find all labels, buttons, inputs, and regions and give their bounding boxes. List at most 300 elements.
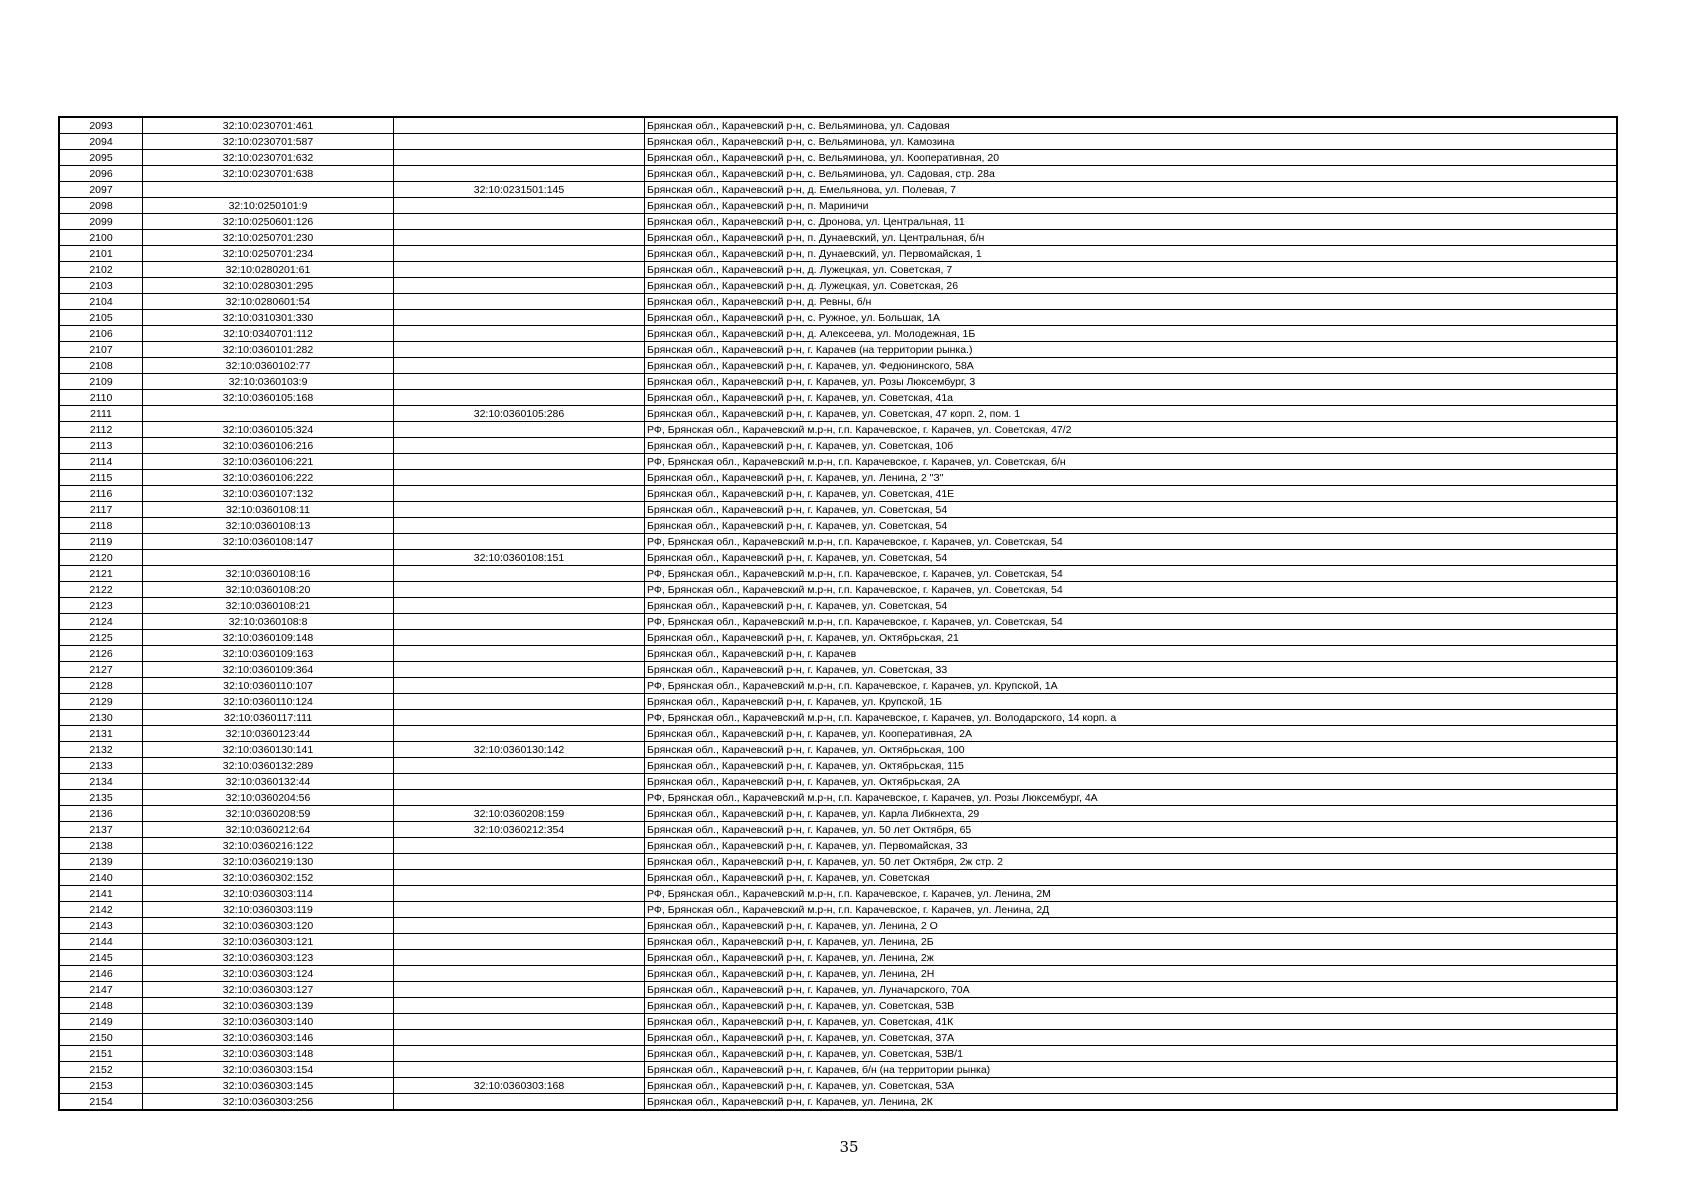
premises-cadastral-number-cell: [394, 117, 645, 134]
cadastral-number-cell: 32:10:0360107:132: [143, 486, 394, 502]
table-row: [59, 390, 1617, 406]
row-number-cell: 2142: [59, 902, 143, 918]
address-cell: Брянская обл., Карачевский р-н, г. Карачев, ул. Советская, 54: [645, 598, 1618, 614]
table-row: [59, 550, 1617, 566]
cadastral-number-cell: 32:10:0360130:141: [143, 742, 394, 758]
address-cell: Брянская обл., Карачевский р-н, п. Дунаевский, ул. Первомайская, 1: [645, 246, 1618, 262]
row-number-cell: 2146: [59, 966, 143, 982]
row-number-cell: 2140: [59, 870, 143, 886]
address-cell: Брянская обл., Карачевский р-н, г. Карачев, ул. Октябрьская, 115: [645, 758, 1618, 774]
premises-cadastral-number-cell: 32:10:0231501:145: [394, 182, 645, 198]
table-row: [59, 310, 1617, 326]
table-row: [59, 518, 1617, 534]
premises-cadastral-number-cell: [394, 214, 645, 230]
row-number-cell: 2127: [59, 662, 143, 678]
address-cell: Брянская обл., Карачевский р-н, п. Дунаевский, ул. Центральная, б/н: [645, 230, 1618, 246]
row-number-cell: 2094: [59, 134, 143, 150]
premises-cadastral-number-cell: [394, 390, 645, 406]
premises-cadastral-number-cell: [394, 502, 645, 518]
address-cell: Брянская обл., Карачевский р-н, г. Карачев, ул. Советская, 53В: [645, 998, 1618, 1014]
premises-cadastral-number-cell: [394, 230, 645, 246]
row-number-cell: 2149: [59, 1014, 143, 1030]
address-cell: Брянская обл., Карачевский р-н, г. Карачев, ул. Советская, 54: [645, 550, 1618, 566]
premises-cadastral-number-cell: [394, 598, 645, 614]
premises-cadastral-number-cell: 32:10:0360108:151: [394, 550, 645, 566]
table-row: [59, 534, 1617, 550]
address-cell: Брянская обл., Карачевский р-н, г. Карачев: [645, 646, 1618, 662]
address-cell: Брянская обл., Карачевский р-н, г. Карачев, ул. Советская, 41К: [645, 1014, 1618, 1030]
address-cell: Брянская обл., Карачевский р-н, г. Карачев, б/н (на территории рынка): [645, 1062, 1618, 1078]
address-cell: Брянская обл., Карачевский р-н, д. Лужецкая, ул. Советская, 26: [645, 278, 1618, 294]
cadastral-number-cell: 32:10:0250101:9: [143, 198, 394, 214]
row-number-cell: 2113: [59, 438, 143, 454]
premises-cadastral-number-cell: [394, 614, 645, 630]
cadastral-number-cell: 32:10:0280601:54: [143, 294, 394, 310]
premises-cadastral-number-cell: 32:10:0360303:168: [394, 1078, 645, 1094]
address-cell: Брянская обл., Карачевский р-н, г. Карачев, ул. Ленина, 2Н: [645, 966, 1618, 982]
table-row: [59, 806, 1617, 822]
cadastral-number-cell: 32:10:0250701:230: [143, 230, 394, 246]
cadastral-number-cell: 32:10:0360109:163: [143, 646, 394, 662]
premises-cadastral-number-cell: [394, 774, 645, 790]
cadastral-number-cell: 32:10:0360132:44: [143, 774, 394, 790]
table-row: [59, 982, 1617, 998]
cadastral-number-cell: 32:10:0360106:222: [143, 470, 394, 486]
cadastral-number-cell: 32:10:0280301:295: [143, 278, 394, 294]
row-number-cell: 2104: [59, 294, 143, 310]
table-row: [59, 422, 1617, 438]
address-cell: Брянская обл., Карачевский р-н, г. Карачев, ул. Советская, 10б: [645, 438, 1618, 454]
table-row: [59, 582, 1617, 598]
table-row: [59, 774, 1617, 790]
table-row: [59, 1094, 1617, 1111]
table-row: [59, 870, 1617, 886]
premises-cadastral-number-cell: [394, 1030, 645, 1046]
premises-cadastral-number-cell: [394, 566, 645, 582]
premises-cadastral-number-cell: [394, 838, 645, 854]
row-number-cell: 2144: [59, 934, 143, 950]
row-number-cell: 2123: [59, 598, 143, 614]
row-number-cell: 2105: [59, 310, 143, 326]
row-number-cell: 2117: [59, 502, 143, 518]
table-row: [59, 262, 1617, 278]
cadastral-number-cell: 32:10:0340701:112: [143, 326, 394, 342]
premises-cadastral-number-cell: [394, 262, 645, 278]
premises-cadastral-number-cell: [394, 918, 645, 934]
premises-cadastral-number-cell: [394, 902, 645, 918]
premises-cadastral-number-cell: [394, 646, 645, 662]
cadastral-number-cell: 32:10:0360303:146: [143, 1030, 394, 1046]
row-number-cell: 2150: [59, 1030, 143, 1046]
premises-cadastral-number-cell: [394, 454, 645, 470]
cadastral-number-cell: 32:10:0360303:114: [143, 886, 394, 902]
cadastral-number-cell: 32:10:0360303:256: [143, 1094, 394, 1111]
table-row: [59, 454, 1617, 470]
row-number-cell: 2115: [59, 470, 143, 486]
row-number-cell: 2097: [59, 182, 143, 198]
cadastral-number-cell: 32:10:0230701:587: [143, 134, 394, 150]
table-row: [59, 966, 1617, 982]
address-cell: Брянская обл., Карачевский р-н, г. Карачев, ул. Ленина, 2 "З": [645, 470, 1618, 486]
table-row: [59, 470, 1617, 486]
table-row: [59, 294, 1617, 310]
address-cell: Брянская обл., Карачевский р-н, г. Карачев, ул. Первомайская, 33: [645, 838, 1618, 854]
table-row: [59, 214, 1617, 230]
cadastral-number-cell: 32:10:0360108:21: [143, 598, 394, 614]
row-number-cell: 2100: [59, 230, 143, 246]
premises-cadastral-number-cell: [394, 166, 645, 182]
address-cell: Брянская обл., Карачевский р-н, с. Вельяминова, ул. Камозина: [645, 134, 1618, 150]
address-cell: Брянская обл., Карачевский р-н, г. Карачев, ул. Советская, 33: [645, 662, 1618, 678]
premises-cadastral-number-cell: [394, 134, 645, 150]
table-row: [59, 886, 1617, 902]
premises-cadastral-number-cell: [394, 582, 645, 598]
row-number-cell: 2154: [59, 1094, 143, 1111]
address-cell: Брянская обл., Карачевский р-н, г. Карачев, ул. Советская, 54: [645, 518, 1618, 534]
address-cell: Брянская обл., Карачевский р-н, с. Вельяминова, ул. Садовая: [645, 117, 1618, 134]
row-number-cell: 2099: [59, 214, 143, 230]
cadastral-number-cell: 32:10:0360106:216: [143, 438, 394, 454]
table-row: [59, 854, 1617, 870]
address-cell: Брянская обл., Карачевский р-н, г. Карачев, ул. Советская, 41а: [645, 390, 1618, 406]
premises-cadastral-number-cell: [394, 870, 645, 886]
address-cell: РФ, Брянская обл., Карачевский м.р-н, г.п. Карачевское, г. Карачев, ул. Советская, 54: [645, 614, 1618, 630]
row-number-cell: 2130: [59, 710, 143, 726]
table-row: [59, 1030, 1617, 1046]
row-number-cell: 2096: [59, 166, 143, 182]
row-number-cell: 2109: [59, 374, 143, 390]
premises-cadastral-number-cell: [394, 1046, 645, 1062]
table-row: [59, 662, 1617, 678]
address-cell: РФ, Брянская обл., Карачевский м.р-н, г.п. Карачевское, г. Карачев, ул. Ленина, 2Д: [645, 902, 1618, 918]
row-number-cell: 2121: [59, 566, 143, 582]
row-number-cell: 2107: [59, 342, 143, 358]
row-number-cell: 2110: [59, 390, 143, 406]
table-row: [59, 502, 1617, 518]
address-cell: Брянская обл., Карачевский р-н, с. Вельяминова, ул. Садовая, стр. 28а: [645, 166, 1618, 182]
address-cell: Брянская обл., Карачевский р-н, г. Карачев, ул. Федюнинского, 58А: [645, 358, 1618, 374]
row-number-cell: 2129: [59, 694, 143, 710]
address-cell: Брянская обл., Карачевский р-н, д. Алексеева, ул. Молодежная, 1Б: [645, 326, 1618, 342]
cadastral-number-cell: 32:10:0360110:124: [143, 694, 394, 710]
cadastral-number-cell: 32:10:0360216:122: [143, 838, 394, 854]
premises-cadastral-number-cell: [394, 374, 645, 390]
premises-cadastral-number-cell: [394, 854, 645, 870]
registry-table: [58, 116, 1618, 1111]
address-cell: Брянская обл., Карачевский р-н, г. Карачев, ул. Октябрьская, 2А: [645, 774, 1618, 790]
cadastral-number-cell: 32:10:0360108:13: [143, 518, 394, 534]
table-row: [59, 822, 1617, 838]
cadastral-number-cell: 32:10:0360219:130: [143, 854, 394, 870]
cadastral-number-cell: 32:10:0360105:324: [143, 422, 394, 438]
table-row: [59, 694, 1617, 710]
cadastral-number-cell: 32:10:0360101:282: [143, 342, 394, 358]
row-number-cell: 2151: [59, 1046, 143, 1062]
table-row: [59, 614, 1617, 630]
row-number-cell: 2133: [59, 758, 143, 774]
premises-cadastral-number-cell: [394, 758, 645, 774]
table-row: [59, 918, 1617, 934]
cadastral-number-cell: 32:10:0360123:44: [143, 726, 394, 742]
table-row: [59, 1078, 1617, 1094]
premises-cadastral-number-cell: [394, 150, 645, 166]
address-cell: Брянская обл., Карачевский р-н, г. Карачев, ул. Ленина, 2 О: [645, 918, 1618, 934]
premises-cadastral-number-cell: [394, 518, 645, 534]
row-number-cell: 2119: [59, 534, 143, 550]
premises-cadastral-number-cell: [394, 726, 645, 742]
premises-cadastral-number-cell: [394, 422, 645, 438]
address-cell: Брянская обл., Карачевский р-н, г. Карачев, ул. Крупской, 1Б: [645, 694, 1618, 710]
address-cell: Брянская обл., Карачевский р-н, д. Ревны, б/н: [645, 294, 1618, 310]
row-number-cell: 2098: [59, 198, 143, 214]
cadastral-number-cell: 32:10:0360302:152: [143, 870, 394, 886]
row-number-cell: 2134: [59, 774, 143, 790]
table-row: [59, 1014, 1617, 1030]
cadastral-number-cell: 32:10:0360303:127: [143, 982, 394, 998]
address-cell: Брянская обл., Карачевский р-н, г. Карачев, ул. Советская, 53А: [645, 1078, 1618, 1094]
premises-cadastral-number-cell: [394, 662, 645, 678]
table-row: [59, 150, 1617, 166]
premises-cadastral-number-cell: [394, 694, 645, 710]
row-number-cell: 2114: [59, 454, 143, 470]
premises-cadastral-number-cell: [394, 470, 645, 486]
row-number-cell: 2152: [59, 1062, 143, 1078]
premises-cadastral-number-cell: [394, 678, 645, 694]
row-number-cell: 2120: [59, 550, 143, 566]
address-cell: Брянская обл., Карачевский р-н, г. Карачев, ул. Советская, 53В/1: [645, 1046, 1618, 1062]
cadastral-number-cell: 32:10:0360303:124: [143, 966, 394, 982]
row-number-cell: 2128: [59, 678, 143, 694]
address-cell: Брянская обл., Карачевский р-н, г. Карачев, ул. Октябрьская, 21: [645, 630, 1618, 646]
table-row: [59, 374, 1617, 390]
row-number-cell: 2138: [59, 838, 143, 854]
cadastral-number-cell: 32:10:0360303:123: [143, 950, 394, 966]
row-number-cell: 2145: [59, 950, 143, 966]
row-number-cell: 2126: [59, 646, 143, 662]
address-cell: Брянская обл., Карачевский р-н, г. Карачев, ул. Советская, 41Е: [645, 486, 1618, 502]
address-cell: Брянская обл., Карачевский р-н, г. Карачев, ул. Карла Либкнехта, 29: [645, 806, 1618, 822]
address-cell: Брянская обл., Карачевский р-н, г. Карачев, ул. Советская, 47 корп. 2, пом. 1: [645, 406, 1618, 422]
registry-table-body: [59, 117, 1617, 1110]
premises-cadastral-number-cell: [394, 630, 645, 646]
cadastral-number-cell: 32:10:0360109:364: [143, 662, 394, 678]
cadastral-number-cell: 32:10:0360132:289: [143, 758, 394, 774]
page-number: 35: [839, 1138, 859, 1156]
table-row: [59, 790, 1617, 806]
cadastral-number-cell: 32:10:0360303:148: [143, 1046, 394, 1062]
cadastral-number-cell: 32:10:0360303:120: [143, 918, 394, 934]
cadastral-number-cell: 32:10:0360102:77: [143, 358, 394, 374]
address-cell: РФ, Брянская обл., Карачевский м.р-н, г.п. Карачевское, г. Карачев, ул. Володарского, 14 корп. а: [645, 710, 1618, 726]
table-row: [59, 566, 1617, 582]
cadastral-number-cell: 32:10:0360108:16: [143, 566, 394, 582]
cadastral-number-cell: 32:10:0360208:59: [143, 806, 394, 822]
cadastral-number-cell: 32:10:0360108:20: [143, 582, 394, 598]
address-cell: РФ, Брянская обл., Карачевский м.р-н, г.п. Карачевское, г. Карачев, ул. Советская, б/н: [645, 454, 1618, 470]
table-row: [59, 646, 1617, 662]
row-number-cell: 2125: [59, 630, 143, 646]
table-row: [59, 182, 1617, 198]
table-row: [59, 598, 1617, 614]
row-number-cell: 2153: [59, 1078, 143, 1094]
address-cell: Брянская обл., Карачевский р-н, г. Карачев, ул. Кооперативная, 2А: [645, 726, 1618, 742]
premises-cadastral-number-cell: [394, 326, 645, 342]
address-cell: РФ, Брянская обл., Карачевский м.р-н, г.п. Карачевское, г. Карачев, ул. Советская, 54: [645, 534, 1618, 550]
row-number-cell: 2122: [59, 582, 143, 598]
row-number-cell: 2131: [59, 726, 143, 742]
row-number-cell: 2118: [59, 518, 143, 534]
table-row: [59, 246, 1617, 262]
cadastral-number-cell: 32:10:0360303:139: [143, 998, 394, 1014]
address-cell: Брянская обл., Карачевский р-н, г. Карачев, ул. Октябрьская, 100: [645, 742, 1618, 758]
address-cell: Брянская обл., Карачевский р-н, с. Дронова, ул. Центральная, 11: [645, 214, 1618, 230]
address-cell: Брянская обл., Карачевский р-н, д. Лужецкая, ул. Советская, 7: [645, 262, 1618, 278]
table-row: [59, 278, 1617, 294]
table-row: [59, 998, 1617, 1014]
address-cell: РФ, Брянская обл., Карачевский м.р-н, г.п. Карачевское, г. Карачев, ул. Советская, 54: [645, 582, 1618, 598]
table-row: [59, 678, 1617, 694]
address-cell: Брянская обл., Карачевский р-н, г. Карачев, ул. Луначарского, 70А: [645, 982, 1618, 998]
row-number-cell: 2102: [59, 262, 143, 278]
table-row: [59, 726, 1617, 742]
premises-cadastral-number-cell: [394, 342, 645, 358]
premises-cadastral-number-cell: [394, 438, 645, 454]
table-row: [59, 342, 1617, 358]
premises-cadastral-number-cell: [394, 966, 645, 982]
table-row: [59, 166, 1617, 182]
table-row: [59, 758, 1617, 774]
premises-cadastral-number-cell: 32:10:0360105:286: [394, 406, 645, 422]
cadastral-number-cell: 32:10:0360303:121: [143, 934, 394, 950]
cadastral-number-cell: 32:10:0360108:147: [143, 534, 394, 550]
row-number-cell: 2093: [59, 117, 143, 134]
address-cell: Брянская обл., Карачевский р-н, г. Карачев, ул. Розы Люксембург, 3: [645, 374, 1618, 390]
premises-cadastral-number-cell: [394, 1014, 645, 1030]
premises-cadastral-number-cell: [394, 982, 645, 998]
row-number-cell: 2116: [59, 486, 143, 502]
premises-cadastral-number-cell: 32:10:0360130:142: [394, 742, 645, 758]
table-row: [59, 486, 1617, 502]
table-row: [59, 326, 1617, 342]
cadastral-number-cell: 32:10:0360204:56: [143, 790, 394, 806]
row-number-cell: 2095: [59, 150, 143, 166]
address-cell: Брянская обл., Карачевский р-н, г. Карачев, ул. 50 лет Октября, 2ж стр. 2: [645, 854, 1618, 870]
cadastral-number-cell: [143, 182, 394, 198]
row-number-cell: 2143: [59, 918, 143, 934]
cadastral-number-cell: 32:10:0250701:234: [143, 246, 394, 262]
row-number-cell: 2147: [59, 982, 143, 998]
cadastral-number-cell: 32:10:0360106:221: [143, 454, 394, 470]
table-row: [59, 1046, 1617, 1062]
table-row: [59, 406, 1617, 422]
row-number-cell: 2106: [59, 326, 143, 342]
cadastral-number-cell: 32:10:0360303:119: [143, 902, 394, 918]
address-cell: Брянская обл., Карачевский р-н, г. Карачев, ул. 50 лет Октября, 65: [645, 822, 1618, 838]
cadastral-number-cell: 32:10:0310301:330: [143, 310, 394, 326]
row-number-cell: 2112: [59, 422, 143, 438]
row-number-cell: 2101: [59, 246, 143, 262]
cadastral-number-cell: [143, 406, 394, 422]
premises-cadastral-number-cell: [394, 934, 645, 950]
row-number-cell: 2132: [59, 742, 143, 758]
address-cell: Брянская обл., Карачевский р-н, г. Карачев, ул. Ленина, 2Б: [645, 934, 1618, 950]
table-row: [59, 902, 1617, 918]
cadastral-number-cell: 32:10:0360109:148: [143, 630, 394, 646]
table-row: [59, 134, 1617, 150]
premises-cadastral-number-cell: [394, 294, 645, 310]
table-row: [59, 630, 1617, 646]
cadastral-number-cell: [143, 550, 394, 566]
address-cell: Брянская обл., Карачевский р-н, г. Карачев, ул. Советская, 54: [645, 502, 1618, 518]
cadastral-number-cell: 32:10:0360108:11: [143, 502, 394, 518]
cadastral-number-cell: 32:10:0230701:632: [143, 150, 394, 166]
row-number-cell: 2124: [59, 614, 143, 630]
premises-cadastral-number-cell: [394, 486, 645, 502]
cadastral-number-cell: 32:10:0280201:61: [143, 262, 394, 278]
row-number-cell: 2141: [59, 886, 143, 902]
address-cell: Брянская обл., Карачевский р-н, г. Карачев, ул. Советская: [645, 870, 1618, 886]
cadastral-number-cell: 32:10:0360303:140: [143, 1014, 394, 1030]
premises-cadastral-number-cell: [394, 710, 645, 726]
row-number-cell: 2108: [59, 358, 143, 374]
cadastral-number-cell: 32:10:0360303:154: [143, 1062, 394, 1078]
address-cell: РФ, Брянская обл., Карачевский м.р-н, г.п. Карачевское, г. Карачев, ул. Ленина, 2М: [645, 886, 1618, 902]
premises-cadastral-number-cell: 32:10:0360212:354: [394, 822, 645, 838]
premises-cadastral-number-cell: [394, 998, 645, 1014]
address-cell: РФ, Брянская обл., Карачевский м.р-н, г.п. Карачевское, г. Карачев, ул. Крупской, 1А: [645, 678, 1618, 694]
row-number-cell: 2111: [59, 406, 143, 422]
premises-cadastral-number-cell: [394, 1094, 645, 1111]
premises-cadastral-number-cell: [394, 358, 645, 374]
premises-cadastral-number-cell: 32:10:0360208:159: [394, 806, 645, 822]
address-cell: Брянская обл., Карачевский р-н, с. Ружное, ул. Большак, 1А: [645, 310, 1618, 326]
address-cell: РФ, Брянская обл., Карачевский м.р-н, г.п. Карачевское, г. Карачев, ул. Советская, 47/2: [645, 422, 1618, 438]
premises-cadastral-number-cell: [394, 1062, 645, 1078]
cadastral-number-cell: 32:10:0230701:461: [143, 117, 394, 134]
premises-cadastral-number-cell: [394, 246, 645, 262]
cadastral-number-cell: 32:10:0250601:126: [143, 214, 394, 230]
row-number-cell: 2103: [59, 278, 143, 294]
address-cell: Брянская обл., Карачевский р-н, с. Вельяминова, ул. Кооперативная, 20: [645, 150, 1618, 166]
table-row: [59, 1062, 1617, 1078]
table-row: [59, 438, 1617, 454]
table-row: [59, 358, 1617, 374]
premises-cadastral-number-cell: [394, 534, 645, 550]
address-cell: Брянская обл., Карачевский р-н, п. Мариничи: [645, 198, 1618, 214]
table-row: [59, 230, 1617, 246]
address-cell: РФ, Брянская обл., Карачевский м.р-н, г.п. Карачевское, г. Карачев, ул. Советская, 54: [645, 566, 1618, 582]
address-cell: Брянская обл., Карачевский р-н, г. Карачев, ул. Ленина, 2К: [645, 1094, 1618, 1111]
premises-cadastral-number-cell: [394, 950, 645, 966]
address-cell: Брянская обл., Карачевский р-н, д. Емельянова, ул. Полевая, 7: [645, 182, 1618, 198]
row-number-cell: 2148: [59, 998, 143, 1014]
premises-cadastral-number-cell: [394, 278, 645, 294]
row-number-cell: 2139: [59, 854, 143, 870]
cadastral-number-cell: 32:10:0230701:638: [143, 166, 394, 182]
cadastral-number-cell: 32:10:0360110:107: [143, 678, 394, 694]
row-number-cell: 2136: [59, 806, 143, 822]
cadastral-number-cell: 32:10:0360108:8: [143, 614, 394, 630]
table-row: [59, 198, 1617, 214]
address-cell: Брянская обл., Карачевский р-н, г. Карачев, ул. Советская, 37А: [645, 1030, 1618, 1046]
address-cell: Брянская обл., Карачевский р-н, г. Карачев (на территории рынка.): [645, 342, 1618, 358]
table-row: [59, 934, 1617, 950]
table-row: [59, 950, 1617, 966]
cadastral-number-cell: 32:10:0360117:111: [143, 710, 394, 726]
table-row: [59, 742, 1617, 758]
premises-cadastral-number-cell: [394, 790, 645, 806]
address-cell: РФ, Брянская обл., Карачевский м.р-н, г.п. Карачевское, г. Карачев, ул. Розы Люксембург, 4А: [645, 790, 1618, 806]
